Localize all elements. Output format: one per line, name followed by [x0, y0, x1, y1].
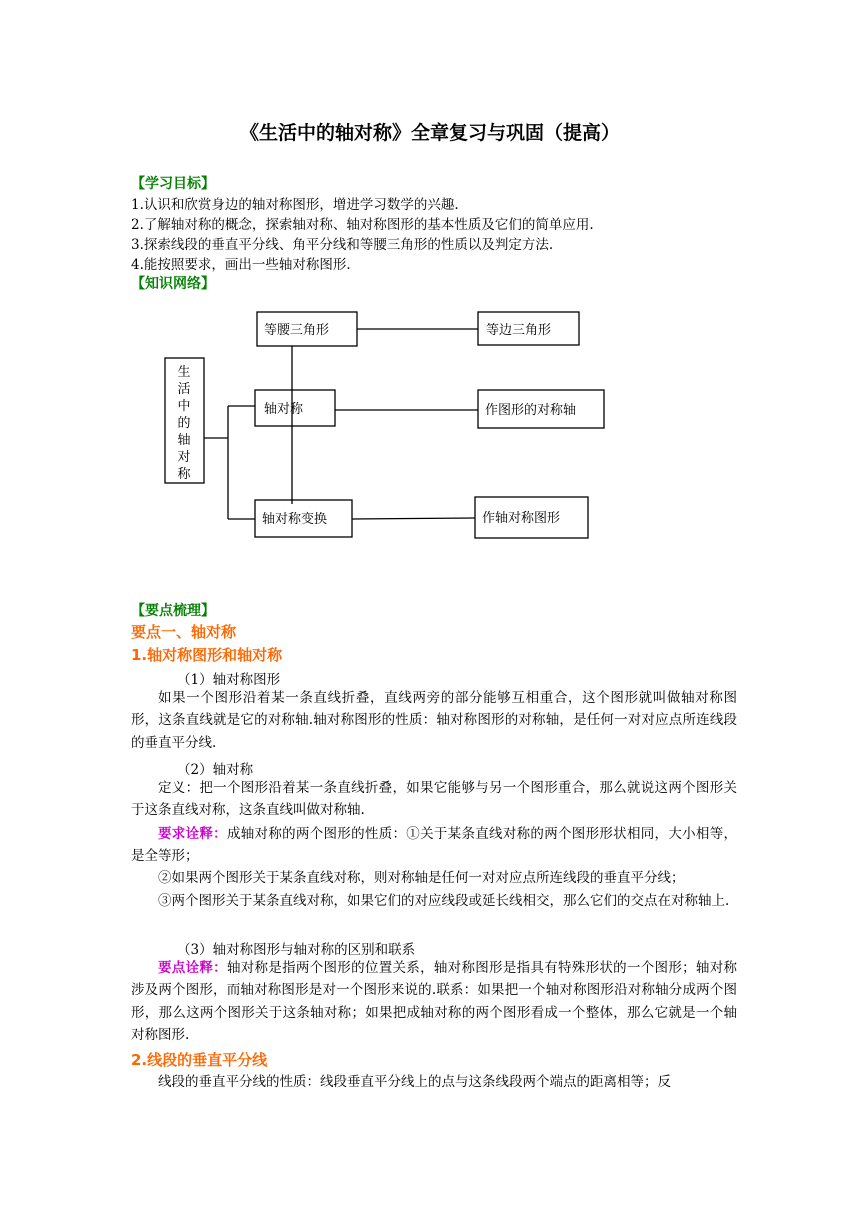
goal-item: 3.探索线段的垂直平分线、角平分线和等腰三角形的性质以及判定方法.	[131, 237, 554, 253]
requirement-label: 要求诠释：	[158, 826, 227, 842]
key-text: 轴对称是指两个图形的位置关系，轴对称图形是指具有特殊形状的一个图形；轴对称涉及两个图形，而轴对称图形是对一个图形来说的.联系：如果把一个轴对称图形沿对称轴分成两个图形，那么这两个图形关于这条轴对称；如果把成轴对称的两个图形看成一个整体，那么它就是一个轴对称图形.	[131, 960, 738, 1043]
item3-label: （3）轴对称图形与轴对称的区别和联系	[177, 942, 416, 958]
node-isosceles-label: 等腰三角形	[264, 323, 330, 338]
goal-item: 4.能按照要求，画出一些轴对称图形.	[131, 257, 351, 273]
root-char: 轴	[177, 433, 191, 448]
root-char: 对	[177, 450, 191, 465]
root-char: 活	[177, 382, 191, 397]
root-char: 生	[177, 365, 191, 380]
learning-goals-heading: 【学习目标】	[131, 176, 215, 192]
sub2-paragraph: 线段的垂直平分线的性质：线段垂直平分线上的点与这条线段两个端点的距离相等；反	[158, 1074, 671, 1090]
goal-item: 2.了解轴对称的概念，探索轴对称、轴对称图形的基本性质及它们的简单应用.	[131, 217, 594, 233]
item1-paragraph: 如果一个图形沿着某一条直线折叠，直线两旁的部分能够互相重合，这个图形就叫做轴对称图形，这条直线就是它的对称轴.轴对称图形的性质：轴对称图形的对称轴，是任何一对对应点所连线段的垂直平分线.	[131, 690, 737, 751]
connector-line	[352, 518, 475, 519]
requirement-paragraph	[131, 823, 737, 868]
requirement-text: 成轴对称的两个图形的性质：①关于某条直线对称的两个图形形状相同，大小相等，是全等形；	[131, 826, 738, 865]
item2-paragraph: 定义：把一个图形沿着某一条直线折叠，如果它能够与另一个图形重合，那么就说这两个图形关于这条直线对称，这条直线叫做对称轴.	[131, 780, 737, 819]
point1-heading: 要点一、轴对称	[131, 623, 237, 641]
goal-item: 1.认识和欣赏身边的轴对称图形，增进学习数学的兴趣.	[131, 197, 459, 213]
node-draw-figure-label: 作轴对称图形	[482, 511, 561, 526]
item2-label: （2）轴对称	[177, 762, 254, 778]
key-paragraph	[131, 957, 737, 1046]
root-char: 的	[177, 416, 191, 431]
root-char: 称	[177, 467, 191, 482]
sub1-heading: 1.轴对称图形和轴对称	[131, 646, 283, 664]
key-label: 要点诠释：	[158, 960, 227, 976]
sub2-heading: 2.线段的垂直平分线	[131, 1051, 268, 1069]
requirement-paragraph-2: ②如果两个图形关于某条直线对称，则对称轴是任何一对对应点所连线段的垂直平分线；	[158, 870, 685, 886]
item1-label: （1）轴对称图形	[177, 672, 281, 688]
outline-heading: 【要点梳理】	[131, 603, 215, 619]
root-char: 中	[177, 399, 191, 414]
node-transform-label: 轴对称变换	[262, 512, 328, 527]
requirement-paragraph-3: ③两个图形关于某条直线对称，如果它们的对应线段或延长线相交，那么它们的交点在对称轴上.	[158, 893, 730, 909]
knowledge-network-heading: 【知识网络】	[131, 276, 215, 292]
node-axis-label: 轴对称	[264, 402, 304, 417]
node-draw-axis-label: 作图形的对称轴	[485, 403, 577, 418]
page-title: 《生活中的轴对称》全章复习与巩固（提高）	[239, 122, 620, 144]
knowledge-network-diagram	[160, 300, 620, 560]
node-equilateral-label: 等边三角形	[486, 323, 552, 338]
